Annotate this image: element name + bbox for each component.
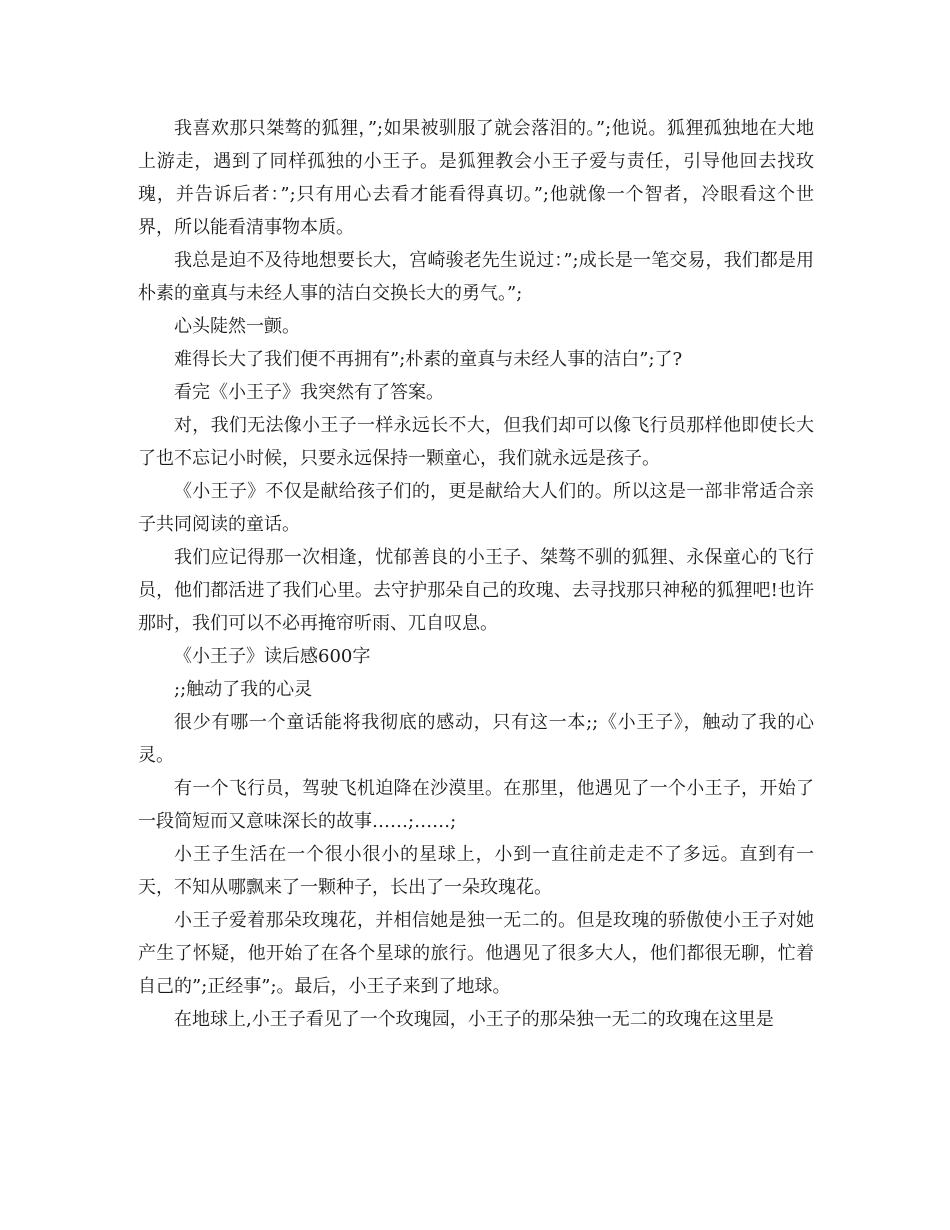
paragraph-pilot-desert: 有一个飞行员，驾驶飞机迫降在沙漠里。在那里，他遇见了一个小王子，开始了一段简短而又意味深长的故事……;……;	[138, 778, 814, 832]
paragraph-miyazaki-quote: 我总是迫不及待地想要长大，宫崎骏老先生说过：”;成长是一笔交易，我们都是用朴素的童真与未经人事的洁白交换长大的勇气。”;	[138, 250, 814, 304]
paragraph-fox: 我喜欢那只桀骜的狐狸，”;如果被驯服了就会落泪的。”;他说。狐狸孤独地在大地上游走，遇到了同样孤独的小王子。是狐狸教会小王子爱与责任，引导他回去找玫瑰，并告诉后者：”;只有用心去看才能看得真切。”;他就像一个智者，冷眼看这个世界，所以能看清事物本质。	[138, 118, 814, 238]
paragraph-moved: 很少有哪一个童话能将我彻底的感动，只有这一本;;《小王子》，触动了我的心灵。	[138, 712, 814, 766]
paragraph-rose-journey: 小王子爱着那朵玫瑰花，并相信她是独一无二的。但是玫瑰的骄傲使小王子对她产生了怀疑，他开始了在各个星球的旅行。他遇见了很多大人，他们都很无聊，忙着自己的”;正经事”;。最后，小王子来到了地球。	[138, 910, 814, 997]
paragraph-heart-trembles: 心头陡然一颤。	[174, 316, 300, 337]
paragraph-pilot-childlike: 对，我们无法像小王子一样永远长不大，但我们却可以像飞行员那样他即使长大了也不忘记小时候，只要永远保持一颗童心，我们就永远是孩子。	[138, 415, 814, 469]
section-subheading: ;;触动了我的心灵	[174, 679, 313, 700]
section-heading: 《小王子》读后感600字	[174, 646, 371, 667]
paragraph-question: 难得长大了我们便不再拥有”;朴素的童真与未经人事的洁白”;了?	[174, 349, 683, 370]
paragraph-rose-garden: 在地球上,小王子看见了一个玫瑰园，小王子的那朵独一无二的玫瑰在这里是	[174, 1009, 774, 1030]
paragraph-dedication: 《小王子》不仅是献给孩子们的，更是献给大人们的。所以这是一部非常适合亲子共同阅读的童话。	[138, 481, 814, 535]
paragraph-encounter: 我们应记得那一次相逢，忧郁善良的小王子、桀骜不驯的狐狸、永保童心的飞行员，他们都活进了我们心里。去守护那朵自己的玫瑰、去寻找那只神秘的狐狸吧!也许那时，我们可以不必再掩帘听雨、兀自叹息。	[138, 547, 814, 634]
paragraph-tiny-planet: 小王子生活在一个很小很小的星球上，小到一直往前走走不了多远。直到有一天，不知从哪飘来了一颗种子，长出了一朵玫瑰花。	[138, 844, 814, 898]
document-body	[138, 112, 814, 1036]
paragraph-answer: 看完《小王子》我突然有了答案。	[174, 382, 444, 403]
